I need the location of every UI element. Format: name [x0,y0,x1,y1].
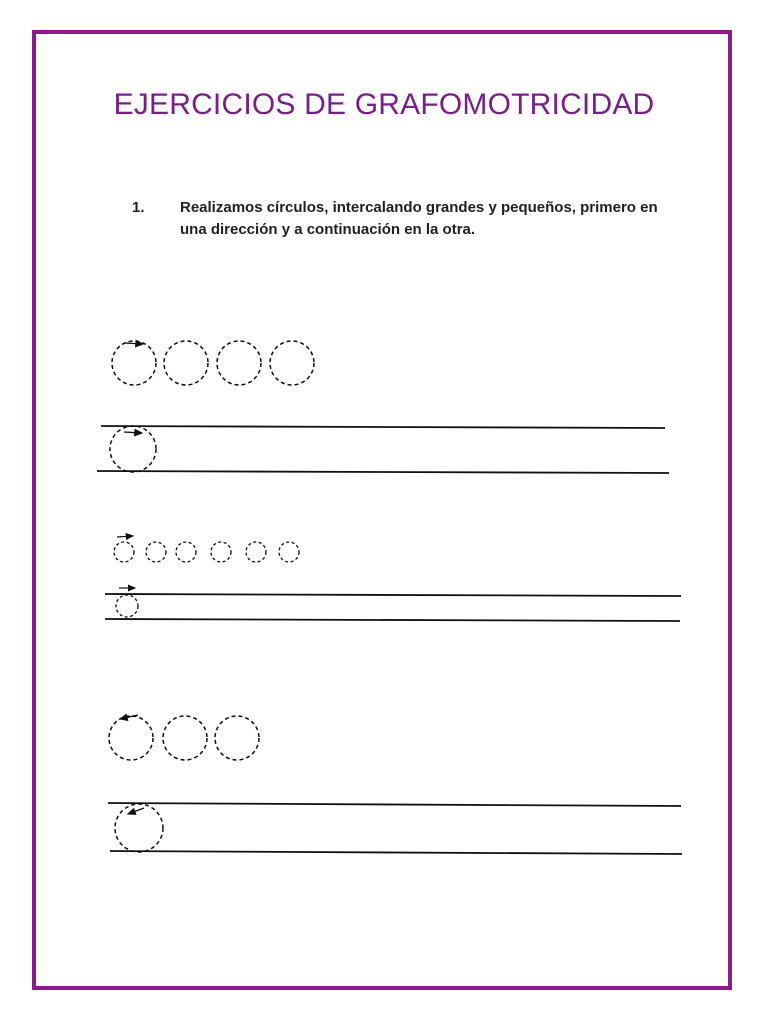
guide-circle [176,542,196,562]
guide-circle [112,341,156,385]
guide-circle [215,716,259,760]
top-guide-line [108,803,681,806]
direction-arrow-icon [125,343,143,344]
large-circles-row-2 [108,715,682,854]
top-guide-line [105,594,681,596]
practice-circle [116,595,138,617]
bottom-guide-line [110,851,682,854]
guide-circle [211,542,231,562]
guide-circle [114,542,134,562]
page-title: EJERCICIOS DE GRAFOMOTRICIDAD [113,88,655,121]
direction-arrow-icon [117,536,133,537]
exercise-text: Realizamos círculos, intercalando grandes y pequeños, primero en una dirección y a continuación en la otra. [180,199,658,238]
guide-circle [109,716,153,760]
guide-circle [270,341,314,385]
guide-circle [146,542,166,562]
large-circles-row-1 [97,341,669,473]
small-circles-row [105,536,681,621]
guide-circle [217,341,261,385]
direction-arrow-icon [128,808,144,814]
practice-circle [115,804,163,852]
guide-circle [246,542,266,562]
bottom-guide-line [97,471,669,473]
guide-circle [279,542,299,562]
guide-circle [164,341,208,385]
guide-circle [163,716,207,760]
direction-arrow-icon [124,432,142,433]
bottom-guide-line [105,619,680,621]
exercise-number: 1. [132,199,145,216]
top-guide-line [101,426,665,428]
